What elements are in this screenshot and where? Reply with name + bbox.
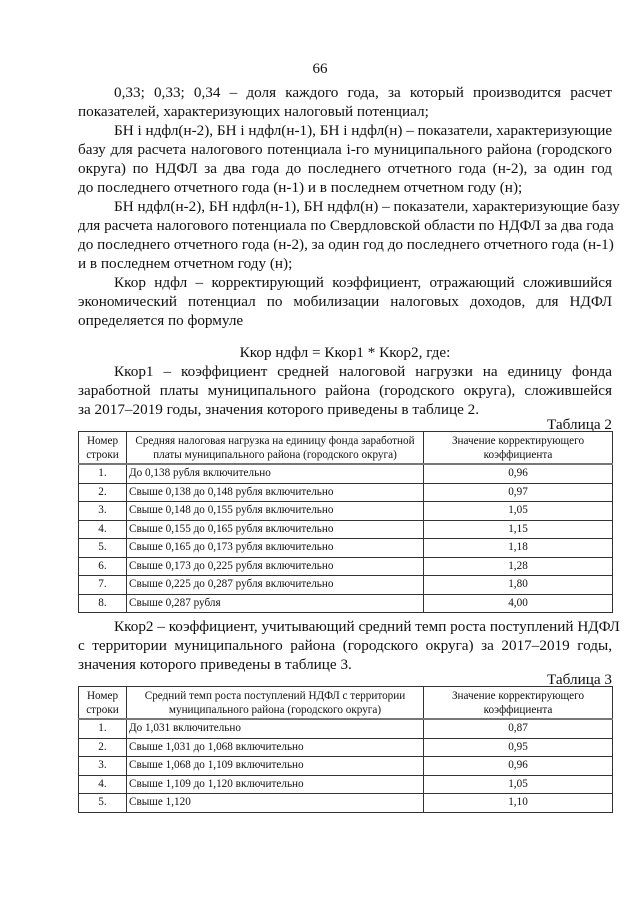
table2-caption: Таблица 2 [547,416,612,433]
table-cell: Свыше 0,287 рубля [127,594,424,613]
paragraph-line: за 2017–2019 годы, значения которого приведены в таблице 2. [78,401,480,418]
paragraph [78,617,620,674]
table-row [79,775,613,794]
table-cell: Свыше 1,031 до 1,068 включительно [127,738,424,757]
column-header: Значение корректирующего коэффициента [424,432,613,465]
table-cell: 0,87 [424,719,613,738]
table-cell: 1,80 [424,576,613,595]
table-cell: 1,05 [424,775,613,794]
table-cell: 6. [79,557,127,576]
column-header: Средняя налоговая нагрузка на единицу фонда заработной платы муниципального района (городского округа) [127,432,424,465]
table-row [79,483,613,502]
column-header: Номер строки [79,432,127,465]
formula: Ккор ндфл = Ккор1 * Ккор2, где: [239,344,451,361]
table-cell: 4,00 [424,594,613,613]
table-row [79,757,613,776]
k1-paragraph [78,362,612,419]
table-cell: 0,96 [424,464,613,483]
table-row [79,464,613,483]
paragraph-line: базу для расчета налогового потенциала i-го муниципального района (городского [78,141,612,158]
paragraph-line: БН ндфл(н-2), БН ндфл(н-1), БН ндфл(н) – показатели, характеризующие базу [114,198,620,215]
paragraph-line: до последнего отчетного года (н-2), за один год до последнего отчетного года (н-1) [78,236,614,253]
table-cell: Свыше 1,109 до 1,120 включительно [127,775,424,794]
page-number: 66 [312,61,328,77]
table-cell: Свыше 0,138 до 0,148 рубля включительно [127,483,424,502]
table-cell: Свыше 1,068 до 1,109 включительно [127,757,424,776]
paragraph-line: и в последнем отчетном году (н); [78,255,293,272]
paragraph-line: округа) по НДФЛ за два года до последнего отчетного года (н-2), за один год [78,160,612,177]
table-cell: До 0,138 рубля включительно [127,464,424,483]
table-cell: 1,05 [424,502,613,521]
table-header-row [79,432,613,465]
paragraph-line: Ккор1 – коэффициент средней налоговой нагрузки на единицу фонда [114,363,612,380]
paragraph-line: 0,33; 0,33; 0,34 – доля каждого года, за который производится расчет [114,84,612,101]
table-row [79,719,613,738]
paragraph [78,362,612,419]
table-cell: 2. [79,738,127,757]
paragraph-line: экономический потенциал по мобилизации налоговых доходов, для НДФЛ [78,293,612,310]
table-header-row [79,687,613,720]
paragraph-line: определяется по формуле [78,312,244,329]
paragraph [78,83,612,121]
column-header: Значение корректирующего коэффициента [424,687,613,720]
paragraph-line: Ккор2 – коэффициент, учитывающий средний темп роста поступлений НДФЛ [114,618,620,635]
table-cell: 8. [79,594,127,613]
paragraph [78,273,612,330]
paragraph [78,197,620,273]
table3-caption: Таблица 3 [547,671,612,688]
paragraph-line: для расчета налогового потенциала по Свердловской области по НДФЛ за два года [78,217,614,234]
table2 [78,431,613,613]
table-cell: 1,18 [424,539,613,558]
table-cell: Свыше 0,165 до 0,173 рубля включительно [127,539,424,558]
table-cell: 1,28 [424,557,613,576]
table-cell: 3. [79,757,127,776]
table-cell: Свыше 0,173 до 0,225 рубля включительно [127,557,424,576]
table3 [78,686,613,813]
table-cell: Свыше 0,148 до 0,155 рубля включительно [127,502,424,521]
table-row [79,539,613,558]
table-cell: 5. [79,539,127,558]
column-header: Номер строки [79,687,127,720]
table-cell: 0,95 [424,738,613,757]
paragraph-line: Ккор ндфл – корректирующий коэффициент, отражающий сложившийся [114,274,612,291]
table-cell: 5. [79,794,127,813]
k2-paragraph [78,617,620,674]
paragraph-line: значения которого приведены в таблице 3. [78,656,352,673]
table-cell: 1,10 [424,794,613,813]
table-cell: 0,96 [424,757,613,776]
table-cell: 0,97 [424,483,613,502]
table-cell: Свыше 1,120 [127,794,424,813]
table-row [79,794,613,813]
paragraph-line: заработной платы муниципального района (городского округа), сложившейся [78,382,612,399]
table-cell: Свыше 0,155 до 0,165 рубля включительно [127,520,424,539]
table-row [79,557,613,576]
table-cell: До 1,031 включительно [127,719,424,738]
paragraph-line: показателей, характеризующих налоговый потенциал; [78,103,429,120]
paragraph-line: до последнего отчетного года (н-1) и в последнем отчетном году (н); [78,179,523,196]
table-cell: 1. [79,464,127,483]
table-row [79,738,613,757]
table-cell: 7. [79,576,127,595]
paragraph [78,121,612,197]
table-cell: Свыше 0,225 до 0,287 рубля включительно [127,576,424,595]
table-cell: 1,15 [424,520,613,539]
column-header: Средний темп роста поступлений НДФЛ с территории муниципального района (городского округа) [127,687,424,720]
table-row [79,502,613,521]
table-cell: 2. [79,483,127,502]
table-cell: 3. [79,502,127,521]
document-body [78,83,620,817]
table-cell: 4. [79,775,127,794]
table-row [79,520,613,539]
definitions-section [78,83,620,330]
table-cell: 4. [79,520,127,539]
table-cell: 1. [79,719,127,738]
table-row [79,594,613,613]
table-row [79,576,613,595]
paragraph-line: с территории муниципального района (городского округа) за 2017–2019 годы, [78,637,612,654]
paragraph-line: БН i ндфл(н-2), БН i ндфл(н-1), БН i ндфл(н) – показатели, характеризующие [114,122,613,139]
